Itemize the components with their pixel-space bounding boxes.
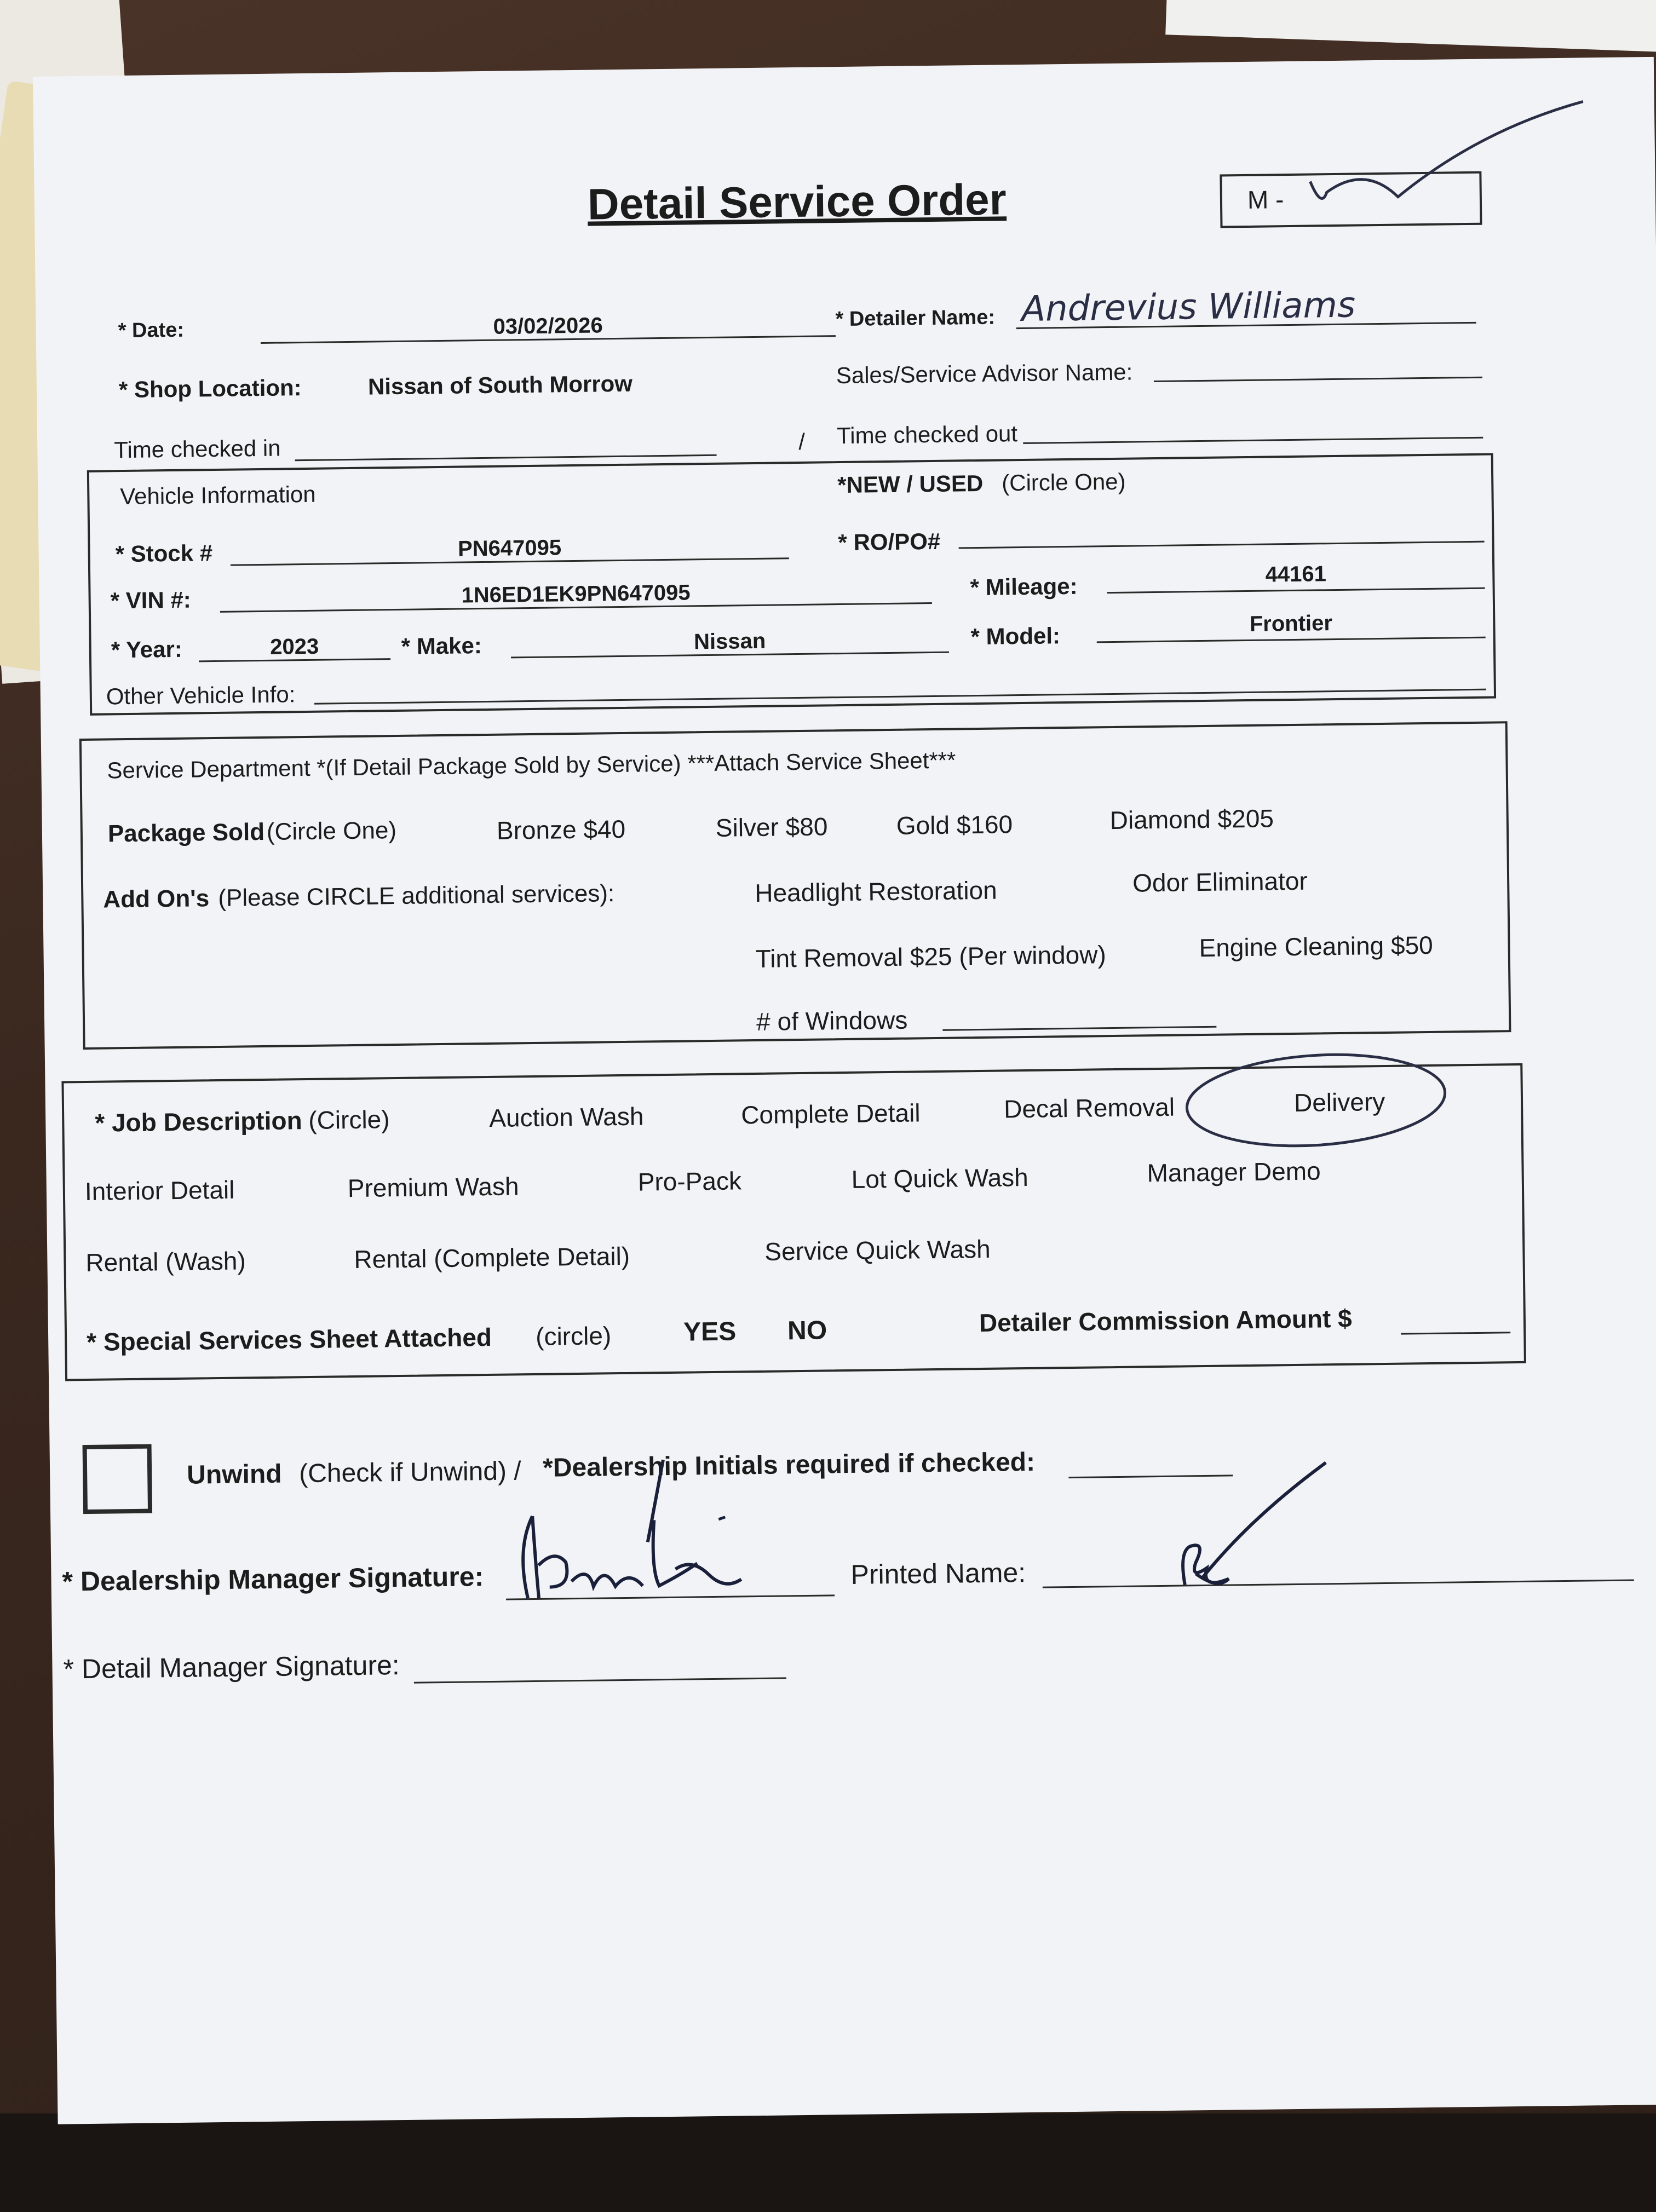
addon-tint-removal[interactable]: Tint Removal $25 (Per window) xyxy=(755,940,1107,973)
printed-name-initials-mark xyxy=(1167,1451,1344,1596)
package-diamond[interactable]: Diamond $205 xyxy=(1109,804,1274,835)
job-service-quick-wash[interactable]: Service Quick Wash xyxy=(764,1234,991,1266)
job-manager-demo[interactable]: Manager Demo xyxy=(1147,1156,1321,1188)
job-complete-detail[interactable]: Complete Detail xyxy=(740,1098,921,1130)
unwind-checkbox[interactable] xyxy=(83,1444,153,1514)
stock-number-value: PN647095 xyxy=(457,535,562,561)
floor-shadow xyxy=(0,2113,1656,2212)
time-checked-out-line[interactable] xyxy=(1023,437,1483,444)
unwind-note: (Check if Unwind) / xyxy=(298,1456,521,1489)
job-delivery[interactable]: Delivery xyxy=(1293,1087,1385,1117)
vin-label: * VIN #: xyxy=(110,586,192,614)
job-interior-detail[interactable]: Interior Detail xyxy=(84,1175,235,1206)
job-pro-pack[interactable]: Pro-Pack xyxy=(637,1166,742,1196)
delivery-circle-mark xyxy=(1173,1039,1459,1163)
job-premium-wash[interactable]: Premium Wash xyxy=(347,1172,519,1203)
special-services-no[interactable]: NO xyxy=(787,1316,827,1346)
service-order-sheet xyxy=(33,57,1656,2124)
date-label: * Date: xyxy=(118,318,185,343)
m-number-label: M - xyxy=(1247,185,1284,214)
time-checked-in-line[interactable] xyxy=(295,454,717,461)
make-label: * Make: xyxy=(401,632,482,659)
special-services-note: (circle) xyxy=(535,1321,612,1351)
ro-po-label: * RO/PO# xyxy=(838,528,941,556)
detail-manager-signature-label: * Detail Manager Signature: xyxy=(63,1650,400,1685)
new-used-note: (Circle One) xyxy=(1001,468,1126,496)
commission-amount-label: Detailer Commission Amount $ xyxy=(979,1304,1352,1338)
add-ons-label: Add On's xyxy=(103,885,210,913)
job-lot-quick-wash[interactable]: Lot Quick Wash xyxy=(851,1162,1028,1194)
date-value: 03/02/2026 xyxy=(493,313,603,339)
time-checked-out-label: Time checked out xyxy=(836,420,1018,449)
new-used-label: *NEW / USED xyxy=(837,470,984,498)
addon-headlight-restoration[interactable]: Headlight Restoration xyxy=(754,875,997,908)
model-value: Frontier xyxy=(1249,611,1333,636)
mileage-value: 44161 xyxy=(1265,562,1327,587)
advisor-name-line[interactable] xyxy=(1154,377,1482,382)
m-number-checkmark xyxy=(1287,96,1596,231)
package-silver[interactable]: Silver $80 xyxy=(715,812,828,842)
service-department-heading: Service Department *(If Detail Package Sold by Service) ***Attach Service Sheet*** xyxy=(107,747,956,784)
package-bronze[interactable]: Bronze $40 xyxy=(496,814,626,845)
make-value: Nissan xyxy=(693,629,766,654)
vin-value: 1N6ED1EK9PN647095 xyxy=(461,580,691,608)
special-services-label: * Special Services Sheet Attached xyxy=(86,1322,492,1356)
year-label: * Year: xyxy=(111,636,183,663)
detailer-name-handwriting: Andrevius Williams xyxy=(1021,285,1356,330)
detailer-name-label: * Detailer Name: xyxy=(835,306,996,331)
dealership-initials-label: *Dealership Initials required if checked: xyxy=(542,1447,1036,1483)
add-ons-note: (Please CIRCLE additional services): xyxy=(218,880,615,912)
shop-location-value: Nissan of South Morrow xyxy=(367,370,633,400)
job-auction-wash[interactable]: Auction Wash xyxy=(488,1102,644,1132)
printed-name-label: Printed Name: xyxy=(850,1557,1026,1590)
shop-location-label: * Shop Location: xyxy=(118,375,302,403)
job-decal-removal[interactable]: Decal Removal xyxy=(1003,1092,1175,1124)
other-vehicle-info-label: Other Vehicle Info: xyxy=(106,681,296,710)
job-description-label: * Job Description xyxy=(95,1106,302,1137)
job-rental-complete-detail[interactable]: Rental (Complete Detail) xyxy=(354,1241,630,1274)
addon-engine-cleaning[interactable]: Engine Cleaning $50 xyxy=(1199,930,1434,963)
package-sold-label: Package Sold xyxy=(107,818,265,848)
job-description-note: (Circle) xyxy=(308,1105,390,1134)
special-services-yes[interactable]: YES xyxy=(683,1317,737,1347)
year-value: 2023 xyxy=(269,634,319,659)
addon-odor-eliminator[interactable]: Odor Eliminator xyxy=(1132,866,1308,897)
dealership-manager-signature-label: * Dealership Manager Signature: xyxy=(62,1561,484,1597)
dealership-manager-signature-mark xyxy=(510,1453,785,1604)
advisor-name-label: Sales/Service Advisor Name: xyxy=(836,359,1133,389)
mileage-label: * Mileage: xyxy=(970,573,1078,601)
time-checked-in-label: Time checked in xyxy=(114,435,281,463)
unwind-label: Unwind xyxy=(186,1459,282,1490)
model-label: * Model: xyxy=(970,623,1061,650)
detail-manager-signature-line[interactable] xyxy=(414,1677,786,1683)
stock-number-label: * Stock # xyxy=(115,540,213,567)
package-sold-note: (Circle One) xyxy=(266,816,397,845)
vehicle-information-heading: Vehicle Information xyxy=(120,481,316,510)
form-title: Detail Service Order xyxy=(587,175,1007,229)
job-rental-wash[interactable]: Rental (Wash) xyxy=(85,1246,246,1277)
number-of-windows-label: # of Windows xyxy=(756,1005,908,1036)
time-separator: / xyxy=(798,428,806,454)
package-gold[interactable]: Gold $160 xyxy=(896,810,1013,840)
